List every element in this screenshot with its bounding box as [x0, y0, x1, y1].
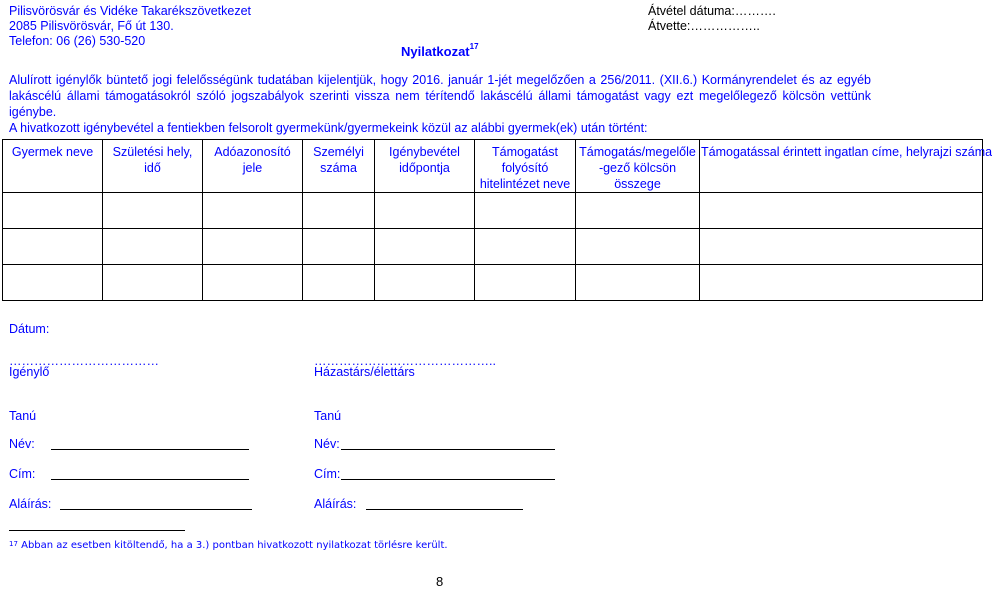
table-cell[interactable]	[3, 193, 103, 229]
bank-name: Pilisvörösvár és Vidéke Takarékszövetkezet	[9, 4, 252, 18]
footnote	[9, 540, 448, 551]
footnote-ref: 17	[469, 42, 479, 51]
date-label: Dátum:	[9, 322, 50, 336]
witness-2-address-field[interactable]	[341, 479, 555, 480]
witness-2-signature-field[interactable]	[366, 509, 523, 510]
intro-line-1: Alulírott igénylők büntető jogi felelősségünk tudatában kijelentjük, hogy 2016. január 1-jét megelőzően a 256/2011. (XII.6.) Kormányrendelet és az egyéb	[9, 73, 871, 87]
applicant-signature-dots[interactable]: ………………………………	[9, 354, 159, 368]
table-cell[interactable]	[375, 229, 475, 265]
received-by: Átvette:……………..	[648, 19, 760, 33]
table-cell[interactable]	[303, 193, 375, 229]
table-cell[interactable]	[303, 265, 375, 301]
table-cell[interactable]	[700, 193, 983, 229]
table-cell[interactable]	[475, 265, 576, 301]
intro-line-2: lakáscélú állami támogatásokról szóló jogszabályok szerinti vissza nem térítendő lakáscélú állami támogatást vagy ezt megelőlegező kölcsön vettünk	[9, 89, 871, 103]
table-row	[3, 265, 983, 301]
page-title: Nyilatkozat$^{17}$	[401, 42, 479, 59]
spouse-signature-dots[interactable]: ……………………………………..	[314, 354, 496, 368]
footnote-text: Abban az esetben kitöltendő, ha a 3.) pontban hivatkozott nyilatkozat törlésre került.	[21, 540, 448, 551]
table-cell[interactable]	[375, 265, 475, 301]
header-property-address: Támogatással érintett ingatlan címe, helyrajzi száma	[700, 140, 983, 193]
page-number: 8	[436, 574, 444, 589]
witness-1-title: Tanú	[9, 409, 37, 423]
witness-2-name-field[interactable]	[341, 449, 555, 450]
witness-2-address-label: Cím:	[314, 467, 341, 481]
children-table	[2, 139, 992, 301]
header-tax-id: Adóazonosító jele	[203, 140, 303, 193]
witness-1-signature-field[interactable]	[60, 509, 252, 510]
table-cell[interactable]	[475, 229, 576, 265]
witness-1-name-label: Név:	[9, 437, 35, 451]
table-cell[interactable]	[203, 193, 303, 229]
table-row	[3, 193, 983, 229]
witness-2-signature-label: Aláírás:	[314, 497, 357, 511]
receipt-date: Átvétel dátuma:……….	[648, 4, 776, 18]
applicant-label: Igénylő	[9, 365, 50, 379]
header-birth-place-date: Születési hely, idő	[103, 140, 203, 193]
header-claim-date: Igénybevétel időpontja	[375, 140, 475, 193]
header-personal-id: Személyi száma	[303, 140, 375, 193]
intro-line-3: igénybe.	[9, 105, 57, 119]
table-cell[interactable]	[576, 229, 700, 265]
table-cell[interactable]	[475, 193, 576, 229]
table-cell[interactable]	[203, 229, 303, 265]
table-header-row	[3, 140, 983, 193]
witness-2-title: Tanú	[314, 409, 342, 423]
table-cell[interactable]	[375, 193, 475, 229]
table-cell[interactable]	[576, 193, 700, 229]
footnote-separator	[9, 530, 185, 531]
table-cell[interactable]	[103, 193, 203, 229]
spouse-label: Házastárs/élettárs	[314, 365, 415, 379]
witness-1-name-field[interactable]	[51, 449, 249, 450]
intro-line-4: A hivatkozott igénybevétel a fentiekben felsorolt gyermekünk/gyermekeink közül az alábbi gyermek(ek) után történt:	[9, 121, 648, 135]
table-cell[interactable]	[700, 229, 983, 265]
header-loan-amount: Támogatás/megelőle -gező kölcsön összege	[576, 140, 700, 193]
bank-address: 2085 Pilisvörösvár, Fő út 130.	[9, 19, 174, 33]
table-cell[interactable]	[3, 229, 103, 265]
footnote-number: 17	[9, 540, 18, 548]
bank-phone: Telefon: 06 (26) 530-520	[9, 34, 146, 48]
witness-1-address-label: Cím:	[9, 467, 36, 481]
witness-1-signature-label: Aláírás:	[9, 497, 52, 511]
table-cell[interactable]	[700, 265, 983, 301]
table-cell[interactable]	[103, 229, 203, 265]
table-cell[interactable]	[103, 265, 203, 301]
table-cell[interactable]	[303, 229, 375, 265]
table-cell[interactable]	[3, 265, 103, 301]
table-cell[interactable]	[203, 265, 303, 301]
header-lender-name: Támogatást folyósító hitelintézet neve	[475, 140, 576, 193]
table-row	[3, 229, 983, 265]
table-cell[interactable]	[576, 265, 700, 301]
witness-1-address-field[interactable]	[51, 479, 249, 480]
header-child-name: Gyermek neve	[3, 140, 103, 193]
witness-2-name-label: Név:	[314, 437, 340, 451]
